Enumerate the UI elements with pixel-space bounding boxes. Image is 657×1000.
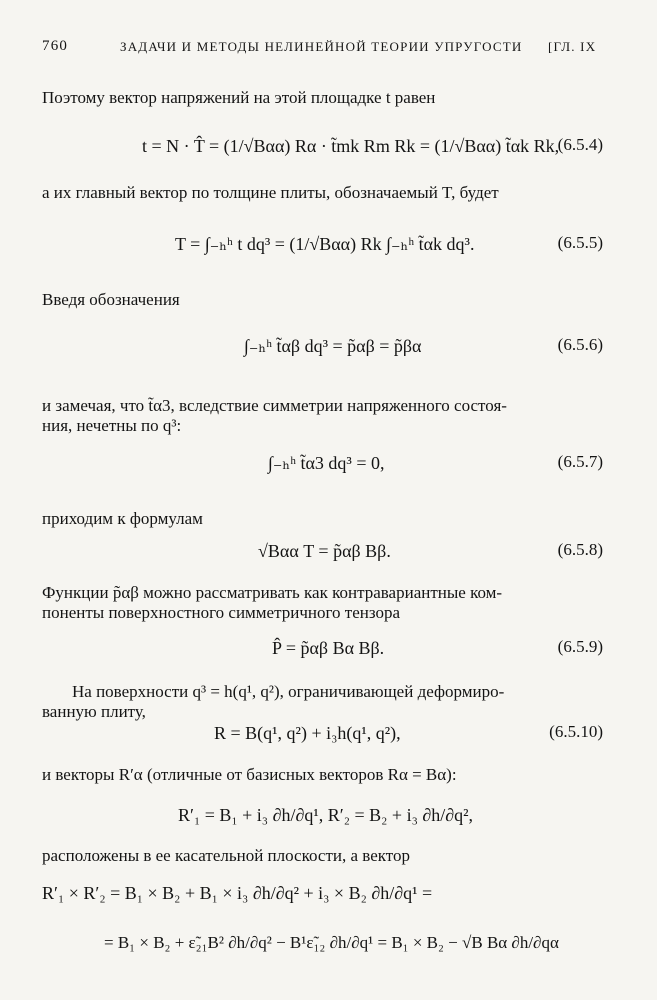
equation: P̂ = p̃αβ Bα Bβ. — [272, 638, 385, 658]
equation-number: (6.5.6) — [557, 335, 603, 354]
paragraph: расположены в ее касательной плоскости, а вектор — [42, 846, 410, 865]
equation: R′₁ × R′₂ = B₁ × B₂ + B₁ × i₃ ∂h/∂q² + i₃ × B₂ ∂h/∂q¹ = — [42, 883, 433, 903]
paragraph: ванную плиту, — [42, 702, 146, 721]
equation: R = B(q¹, q²) + i₃h(q¹, q²), — [214, 723, 401, 743]
equation-number: (6.5.10) — [549, 722, 603, 741]
equation-number: (6.5.7) — [557, 452, 603, 471]
paragraph: и замечая, что t̃α3, вследствие симметрии напряженного состоя- — [42, 396, 507, 415]
running-title: ЗАДАЧИ И МЕТОДЫ НЕЛИНЕЙНОЙ ТЕОРИИ УПРУГОСТИ — [120, 39, 523, 54]
page-number: 760 — [42, 38, 69, 54]
equation-number: (6.5.5) — [557, 233, 603, 252]
equation: ∫₋ₕʰ t̃αβ dq³ = p̃αβ = p̃βα — [244, 336, 422, 356]
chapter-label: [ГЛ. IX — [548, 39, 597, 54]
equation: t = N · T̂ = (1/√Bαα) Rα · t̃mk Rm Rk = (1/√Bαα) t̃αk Rk, — [142, 136, 560, 156]
paragraph: приходим к формулам — [42, 509, 203, 528]
paragraph: На поверхности q³ = h(q¹, q²), ограничивающей деформиро- — [72, 682, 505, 701]
equation-number: (6.5.4) — [557, 135, 603, 154]
paragraph: поненты поверхностного симметричного тензора — [42, 603, 401, 622]
paragraph: а их главный вектор по толщине плиты, обозначаемый T, будет — [42, 183, 499, 202]
equation: √Bαα T = p̃αβ Bβ. — [258, 541, 391, 561]
equation-number: (6.5.8) — [557, 540, 603, 559]
equation: ∫₋ₕʰ t̃α3 dq³ = 0, — [268, 453, 385, 473]
paragraph: Поэтому вектор напряжений на этой площадке t равен — [42, 88, 436, 107]
paragraph: и векторы R′α (отличные от базисных векторов Rα = Bα): — [42, 765, 457, 784]
equation-number: (6.5.9) — [557, 637, 603, 656]
equation: T = ∫₋ₕʰ t dq³ = (1/√Bαα) Rk ∫₋ₕʰ t̃αk dq³. — [175, 234, 475, 254]
equation: R′₁ = B₁ + i₃ ∂h/∂q¹, R′₂ = B₂ + i₃ ∂h/∂q², — [178, 805, 474, 825]
equation: = B₁ × B₂ + ε̃₂₁B² ∂h/∂q² − B¹ε̃₁₂ ∂h/∂q¹ = B₁ × B₂ − √B Bα ∂h/∂qα — [104, 933, 559, 952]
paragraph: Функции p̃αβ можно рассматривать как контравариантные ком- — [42, 583, 503, 602]
paragraph: ния, нечетны по q³: — [42, 416, 182, 435]
paragraph: Введя обозначения — [42, 290, 180, 309]
